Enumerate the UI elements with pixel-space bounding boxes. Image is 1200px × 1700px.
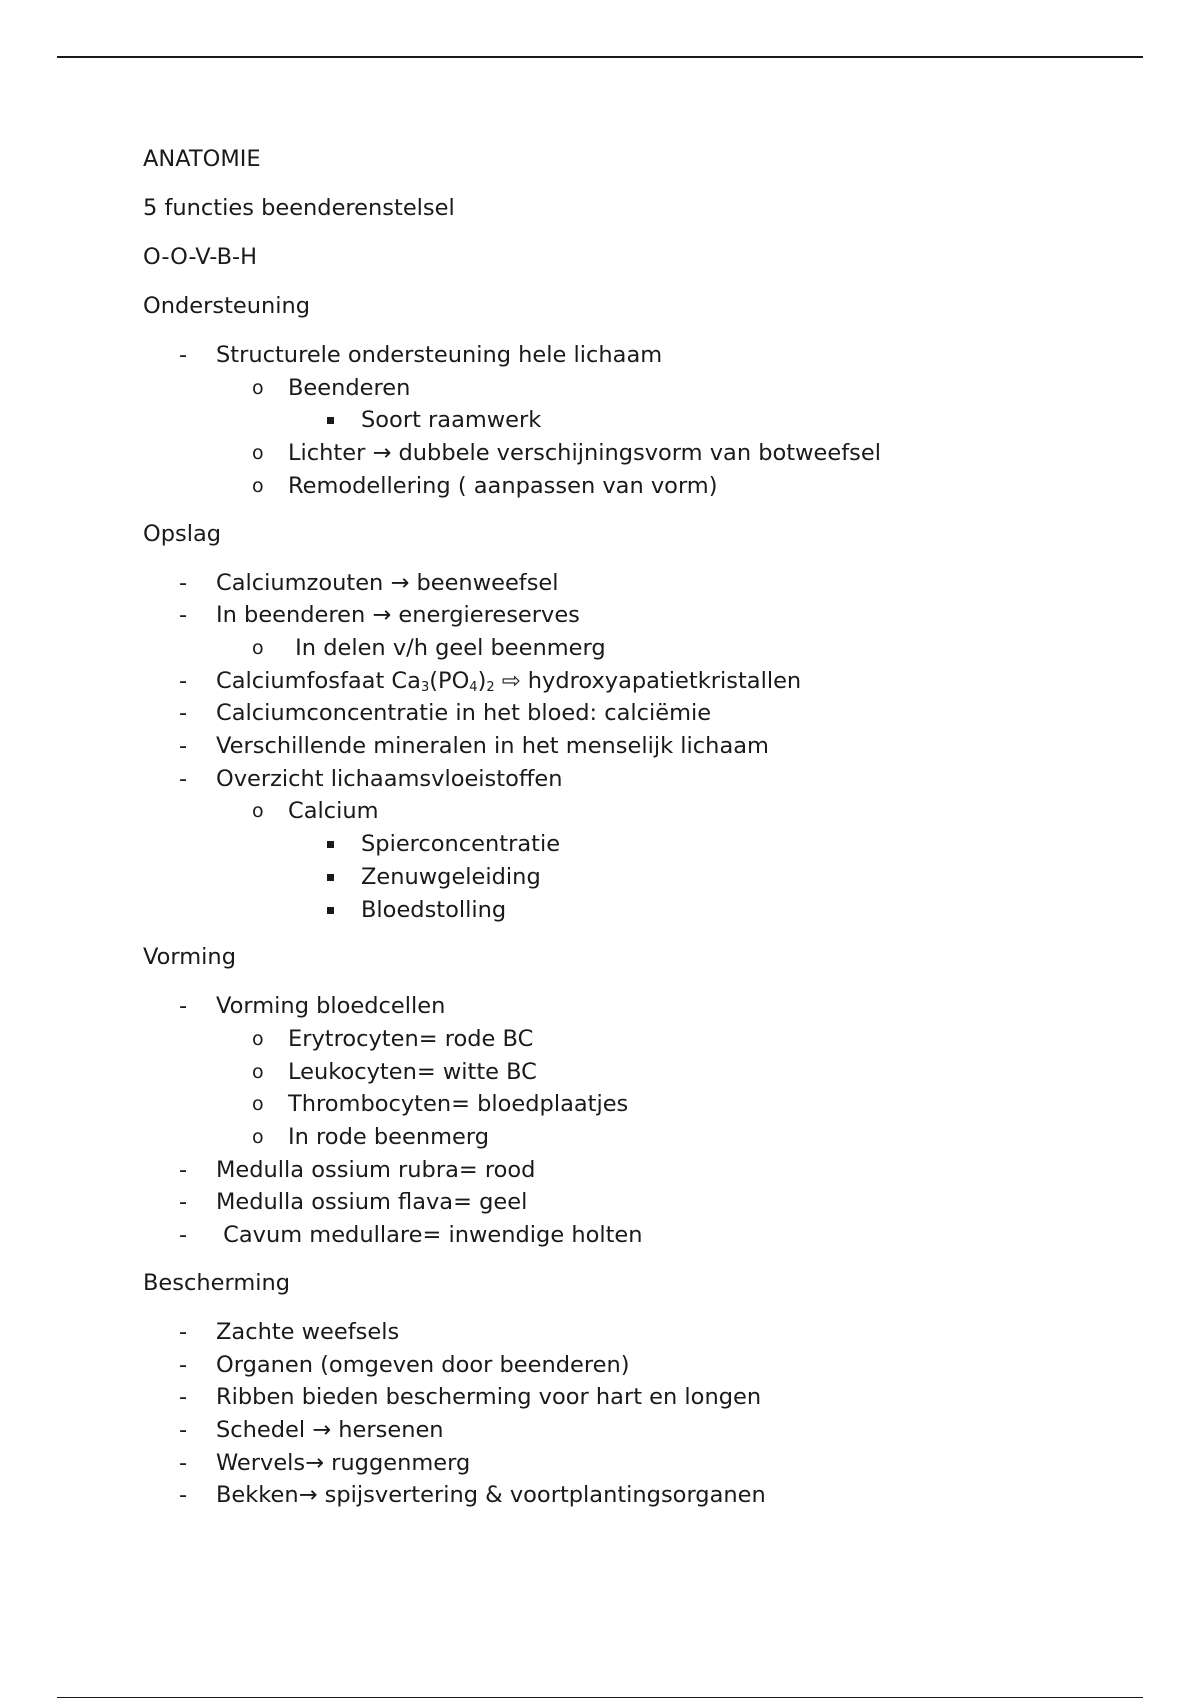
list-item-text: Spierconcentratie <box>361 831 561 858</box>
list-item-text: Calcium <box>288 798 379 825</box>
list-item <box>143 632 1143 665</box>
list-item-text: Zachte weefsels <box>216 1318 400 1345</box>
list-item-text: Schedel → hersenen <box>216 1416 444 1443</box>
section-heading-ondersteuning: Ondersteuning <box>143 293 311 319</box>
list-item <box>143 1121 1143 1154</box>
dash-bullet: - <box>179 1416 188 1443</box>
circle-bullet: o <box>252 800 264 823</box>
list-item <box>143 894 1143 927</box>
formula-text: Calciumfosfaat $Ca_3(PO_4)_2$ ⇨ hydroxyapatietkristallen <box>216 667 802 695</box>
list-item <box>143 1381 1143 1414</box>
square-bullet-icon <box>327 894 334 927</box>
vorming-list <box>143 990 1143 1252</box>
dash-bullet: - <box>179 700 188 727</box>
dash-bullet: - <box>179 993 188 1020</box>
list-item-text: Ribben bieden bescherming voor hart en longen <box>216 1384 762 1411</box>
list-item-text: Thrombocyten= bloedplaatjes <box>288 1091 629 1118</box>
mnemonic-line: O-O-V-B-H <box>143 244 258 270</box>
section-heading-opslag: Opslag <box>143 520 222 547</box>
list-item-text: Remodellering ( aanpassen van vorm) <box>288 472 718 499</box>
list-item <box>143 665 1143 698</box>
list-item-text: In rode beenmerg <box>288 1124 489 1151</box>
list-item-text: Wervels→ ruggenmerg <box>216 1449 471 1476</box>
list-item-text: Beenderen <box>288 374 411 401</box>
footer-rule <box>57 1697 1143 1698</box>
dash-bullet: - <box>179 733 188 760</box>
list-item <box>143 763 1143 796</box>
list-item <box>143 1023 1143 1056</box>
header-rule <box>57 56 1143 58</box>
list-item <box>143 1447 1143 1480</box>
list-item-text: Calciumconcentratie in het bloed: calciëmie <box>216 700 712 727</box>
circle-bullet: o <box>252 1093 264 1116</box>
list-item-text: Soort raamwerk <box>361 407 542 434</box>
list-item-text: Bloedstolling <box>361 896 507 923</box>
dash-bullet: - <box>179 1156 188 1183</box>
list-item <box>143 861 1143 894</box>
list-item-text: Erytrocyten= rode BC <box>288 1025 534 1052</box>
list-item-text: Overzicht lichaamsvloeistoffen <box>216 765 563 792</box>
list-item-text: Calciumzouten → beenweefsel <box>216 569 559 596</box>
dash-bullet: - <box>179 1189 188 1216</box>
list-item-text: Bekken→ spijsvertering & voortplantingsorganen <box>216 1482 766 1509</box>
dash-bullet: - <box>179 1482 188 1509</box>
list-item <box>143 1479 1143 1512</box>
list-item <box>143 1414 1143 1447</box>
square-bullet-icon <box>327 828 334 861</box>
dash-bullet: - <box>179 1384 188 1411</box>
document-page <box>143 143 1143 1527</box>
list-item <box>143 697 1143 730</box>
section-heading-bescherming: Bescherming <box>143 1269 291 1296</box>
list-item <box>143 1219 1143 1252</box>
list-item-text: Structurele ondersteuning hele lichaam <box>216 342 663 368</box>
list-item <box>143 1088 1143 1121</box>
dash-bullet: - <box>179 569 188 596</box>
dash-bullet: - <box>179 667 188 694</box>
list-item <box>143 567 1143 600</box>
square-bullet-icon <box>327 404 334 437</box>
opslag-list <box>143 567 1143 927</box>
list-item <box>143 1349 1143 1382</box>
circle-bullet: o <box>252 1126 264 1149</box>
dash-bullet: - <box>179 1222 188 1249</box>
list-item-text: Cavum medullare= inwendige holten <box>216 1222 643 1249</box>
list-item <box>143 1154 1143 1187</box>
circle-bullet: o <box>252 474 264 497</box>
list-item-text: Organen (omgeven door beenderen) <box>216 1351 630 1378</box>
dash-bullet: - <box>179 1449 188 1476</box>
dash-bullet: - <box>179 342 188 368</box>
list-item <box>143 1186 1143 1219</box>
dash-bullet: - <box>179 1351 188 1378</box>
circle-bullet: o <box>252 1060 264 1083</box>
circle-bullet: o <box>252 376 264 399</box>
list-item-text: Vorming bloedcellen <box>216 993 446 1020</box>
list-item <box>143 437 1143 470</box>
list-item <box>143 470 1143 503</box>
list-item-text: In delen v/h geel beenmerg <box>288 634 606 661</box>
list-item <box>143 990 1143 1023</box>
list-item-text: In beenderen → energiereserves <box>216 602 580 629</box>
intro-line: 5 functies beenderenstelsel <box>143 195 455 221</box>
dash-bullet: - <box>179 1318 188 1345</box>
list-item-text: Zenuwgeleiding <box>361 863 541 890</box>
list-item-text: Medulla ossium rubra= rood <box>216 1156 536 1183</box>
list-item <box>143 372 1143 405</box>
circle-bullet: o <box>252 636 264 659</box>
list-item <box>143 599 1143 632</box>
bescherming-list <box>143 1316 1143 1512</box>
list-item-text: Verschillende mineralen in het menselijk lichaam <box>216 733 769 760</box>
dash-bullet: - <box>179 602 188 629</box>
dash-bullet: - <box>179 765 188 792</box>
section-heading-vorming: Vorming <box>143 944 236 971</box>
list-item-text: Medulla ossium flava= geel <box>216 1189 528 1216</box>
list-item <box>143 730 1143 763</box>
list-item <box>143 404 1143 437</box>
circle-bullet: o <box>252 1027 264 1050</box>
list-item <box>143 1316 1143 1349</box>
list-item <box>143 795 1143 828</box>
circle-bullet: o <box>252 442 264 465</box>
ondersteuning-list <box>143 339 1143 503</box>
list-item <box>143 1056 1143 1089</box>
list-item-text: Leukocyten= witte BC <box>288 1058 537 1085</box>
document-title: ANATOMIE <box>143 146 261 172</box>
list-item-text: Lichter → dubbele verschijningsvorm van botweefsel <box>288 440 881 467</box>
square-bullet-icon <box>327 861 334 894</box>
list-item <box>143 339 1143 372</box>
list-item <box>143 828 1143 861</box>
